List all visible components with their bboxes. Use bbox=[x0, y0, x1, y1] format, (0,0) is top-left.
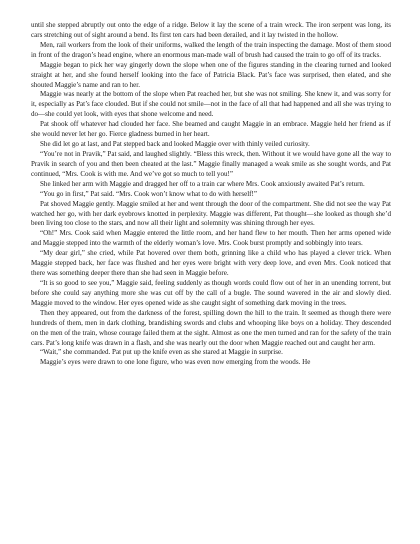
paragraph-6: She did let go at last, and Pat stepped back and looked Maggie over with thinly veiled curiosity. bbox=[40, 140, 310, 149]
paragraph-1: until she stepped abruptly out onto the edge of a ridge. Below it lay the scene of a train wreck. The iron serpent was long, its cars stretching out of sight around a bend. Its first ten cars had been derailed, and it lay twisted in the hollow. bbox=[31, 21, 391, 39]
paragraph-5: Pat shook off whatever had clouded her face. She beamed and caught Maggie in an embrace. Maggie held her friend as if she would never let her go. Fierce gladness burned in her heart. bbox=[31, 120, 391, 139]
paragraph-4: Maggie was nearly at the bottom of the slope when Pat reached her, but she was not smiling. She knew it, and was sorry for it, especially as Pat’s face clouded. But if she could not smile—not in the face of all that had happened and all she was trying to do—she could yet look, with eyes that shone welcome and need. bbox=[31, 90, 391, 119]
paragraph-3: Maggie began to pick her way gingerly down the slope when one of the figures standing in the clearing turned and looked straight at her, and she found herself looking into the face of Patricia Black. Pat’s face was surprised, then elated, and she shouted Maggie’s name and ran to her. bbox=[31, 60, 391, 89]
paragraph-13: “It is so good to see you,” Maggie said, feeling suddenly as though words could flow out of her in an unending torrent, but before she could say anything more she was cut off by the call of a bugle. The sound wavered in the air and slowly died. Maggie moved to the window. Her eyes opened wide as she caught sight of something dark moving in the trees. bbox=[31, 278, 391, 307]
paragraph-11: “Oh!” Mrs. Cook said when Maggie entered the little room, and her hand flew to her mouth. Then her arms opened wide and Maggie stepped into the warmth of the elderly woman’s love. Mrs. Cook burst promptly and sobbingly into tears. bbox=[31, 229, 391, 248]
paragraph-15: “Wait,” she commanded. Pat put up the knife even as she stared at Maggie in surprise. bbox=[40, 348, 283, 357]
paragraph-10: Pat shoved Maggie gently. Maggie smiled at her and went through the door of the compartment. She did not see the way Pat watched her go, with her dark eyebrows knotted in perplexity. Maggie was different, Pat thought—she looked as though she’d been living too close to the stars, and now all their light and solemnity was shining through her eyes. bbox=[31, 199, 391, 228]
paragraph-7: “You’re not in Pravik,” Pat said, and laughed slightly. “Bless this wreck, then. Without it we would have gone all the way to Pravik in search of you and then been cheated at the last.” Maggie finally managed a weak smile as she sought words, and Pat continued, “Mrs. Cook is with me. And we’ve got so much to tell you!” bbox=[31, 149, 391, 178]
paragraph-14: Then they appeared, out from the darkness of the forest, spilling down the hill to the train. It seemed as though there were hundreds of them, men in dark clothing, brandishing swords and clubs and whooping like boys on a holiday. They descended on the men of the train, whose courage failed them at the sight. Almost as one the men turned and ran for the safety of the train cars. Pat’s long knife was drawn in a flash, and she was nearly out the door when Maggie reached out and caught her arm. bbox=[31, 308, 391, 347]
paragraph-2: Men, rail workers from the look of their uniforms, walked the length of the train inspecting the damage. Most of them stood in front of the dragon’s head engine, where an enormous man-made wall of brush had caused the train to go off of its tracks. bbox=[31, 40, 391, 59]
document-page bbox=[31, 21, 391, 368]
paragraph-16: Maggie’s eyes were drawn to one lone figure, who was even now emerging from the woods. He bbox=[40, 358, 311, 367]
paragraph-8: She linked her arm with Maggie and dragged her off to a train car where Mrs. Cook anxiously awaited Pat’s return. bbox=[40, 179, 365, 188]
paragraph-12: “My dear girl,” she cried, while Pat hovered over them both, grinning like a child who has played a clever trick. When Maggie stepped back, her face was flushed and her eyes were bright with very deep love, and even Mrs. Cook noticed that there was something deeper there than she had seen in Maggie before. bbox=[31, 249, 391, 278]
paragraph-9: “You go in first,” Pat said. “Mrs. Cook won’t know what to do with herself!” bbox=[40, 189, 257, 198]
